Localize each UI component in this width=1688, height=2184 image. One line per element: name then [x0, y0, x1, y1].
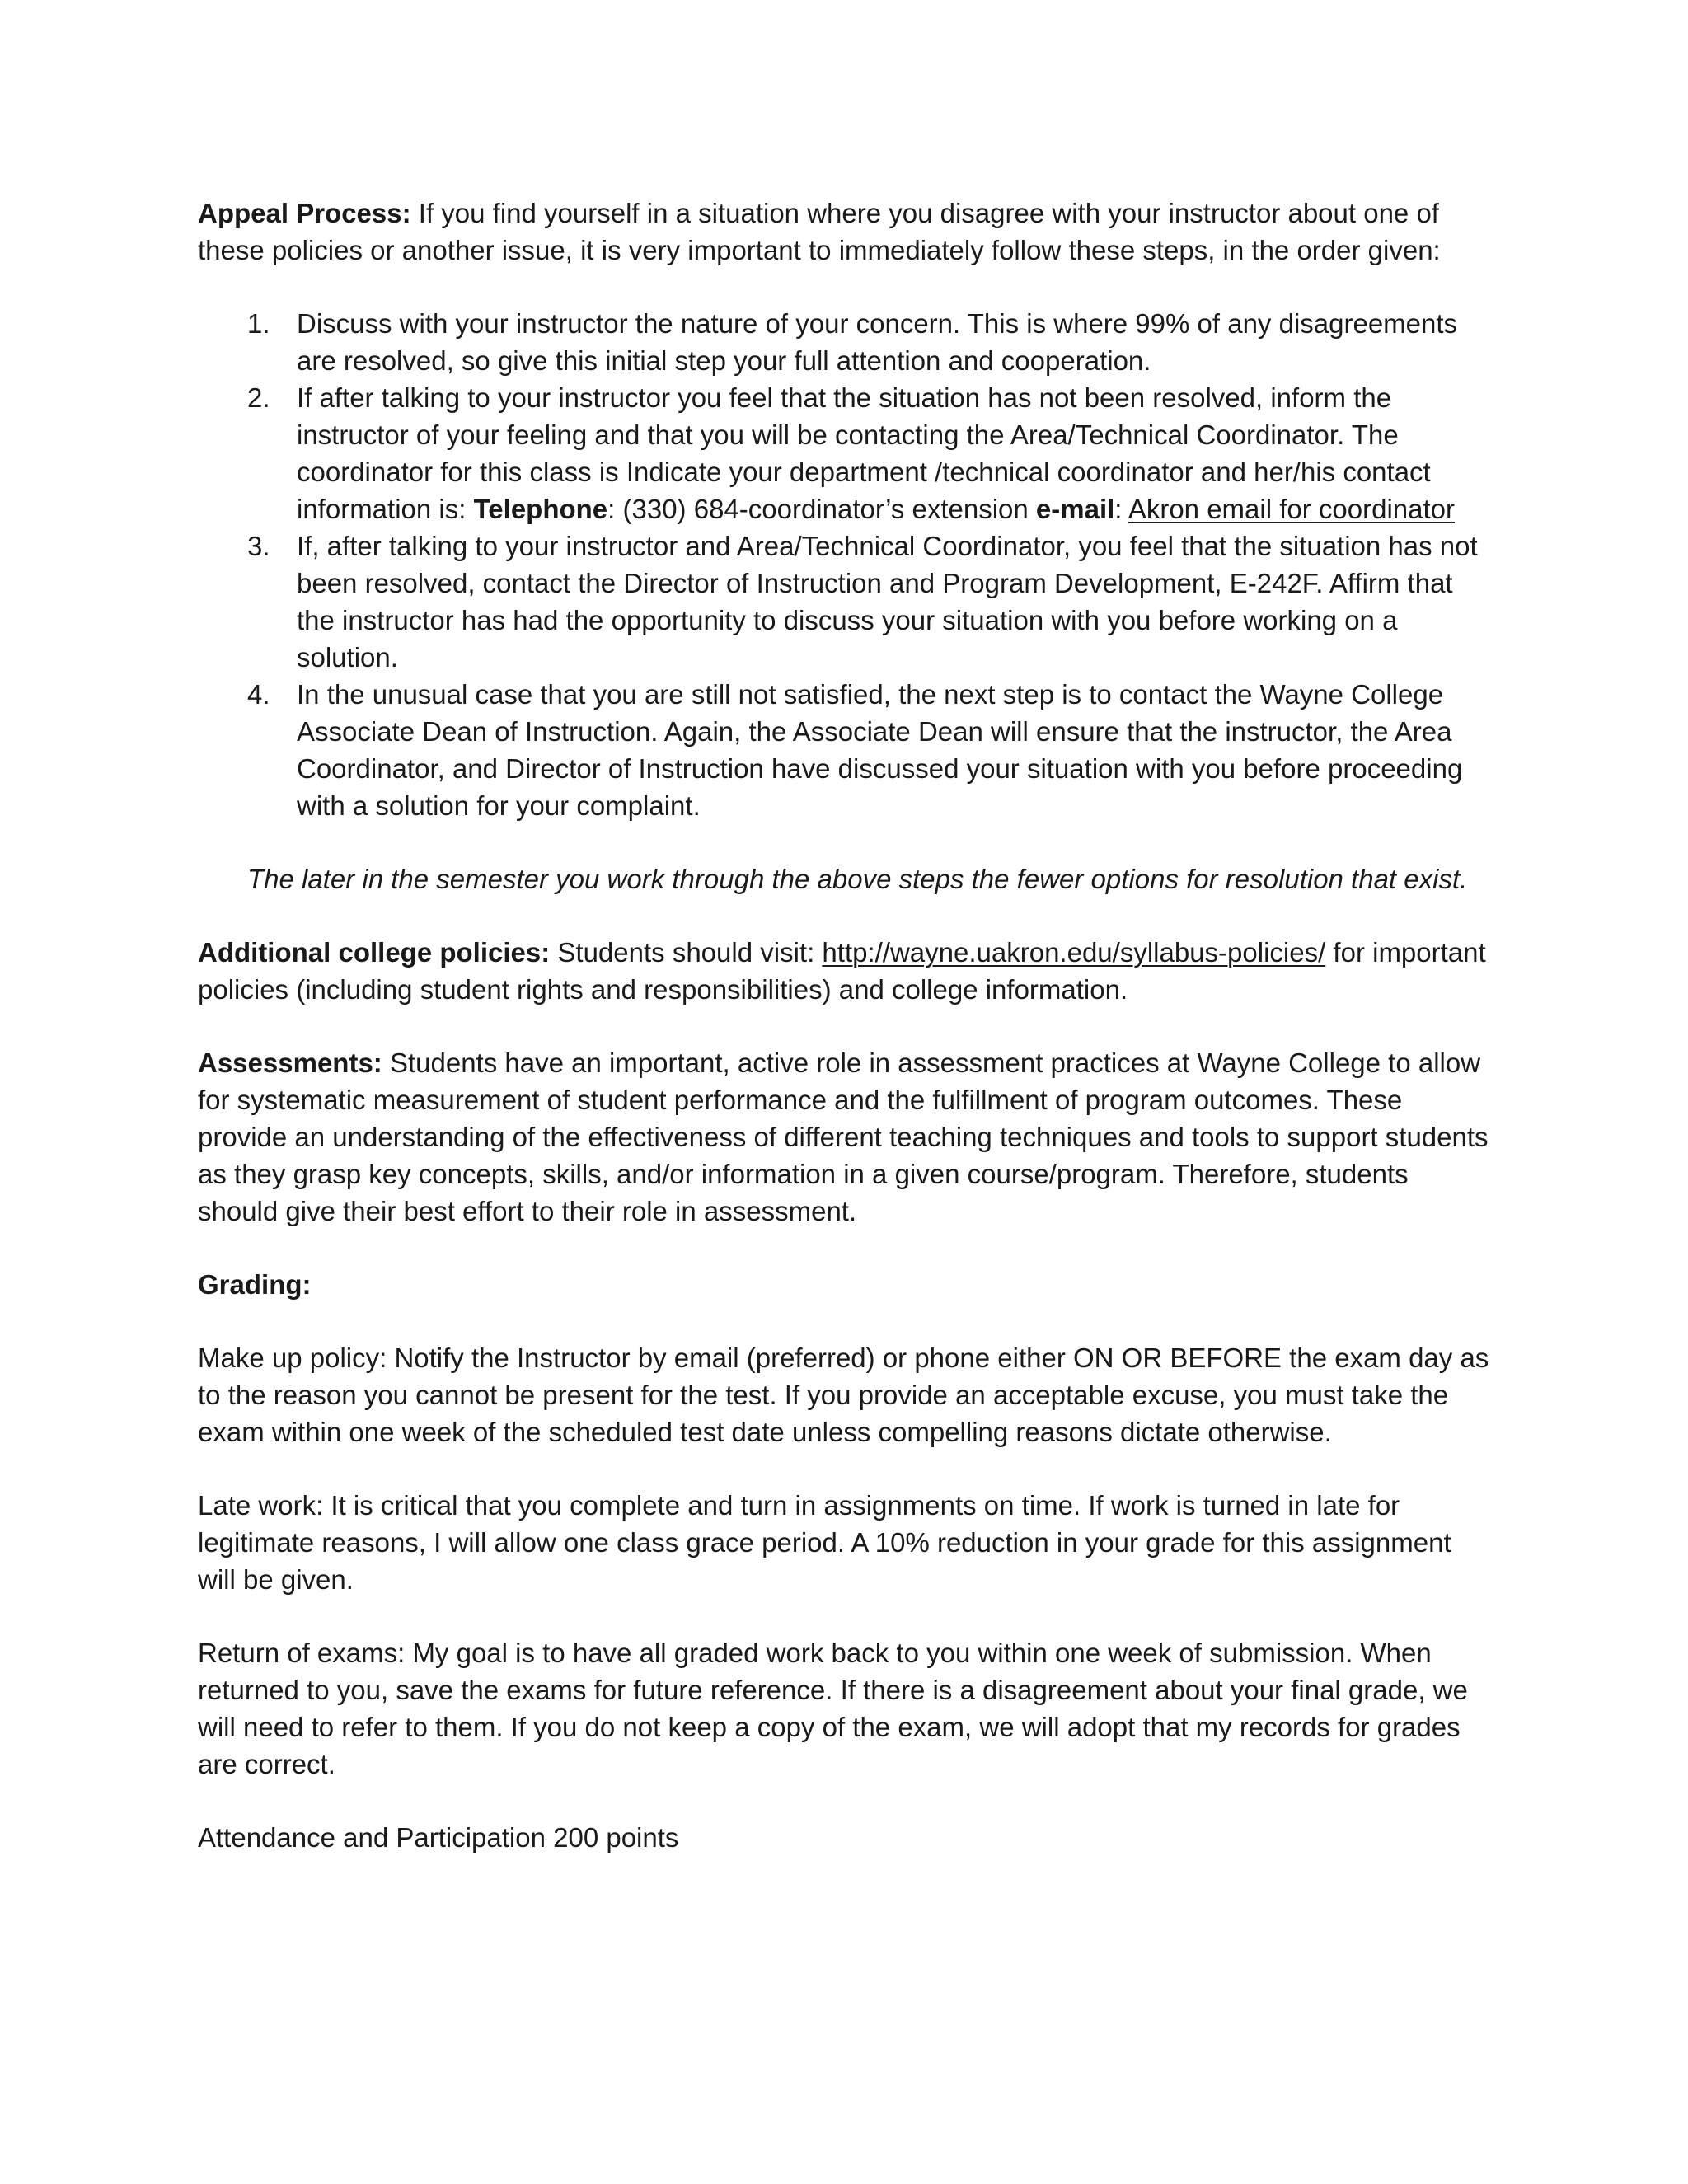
additional-policies-text-after: for important policies (including student rights and responsibilities) and college information. — [198, 937, 1486, 1005]
appeal-steps-list — [198, 305, 1495, 824]
syllabus-policies-link[interactable]: http://wayne.uakron.edu/syllabus-policies/ — [822, 937, 1326, 968]
return-exams-paragraph: Return of exams: My goal is to have all graded work back to you within one week of submission. When returned to you, save the exams for future reference. If there is a disagreement about your final grade, we will need to refer to them. If you do not keep a copy of the exam, we will adopt that my records for grades are correct. — [198, 1638, 1468, 1779]
assessments-paragraph — [198, 1044, 1495, 1230]
step-text: If, after talking to your instructor and Area/Technical Coordinator, you feel that the situation has not been resolved, contact the Director of Instruction and Program Development, E-242F. Affirm that the instructor has had the opportunity to discuss your situation with you before working on a solution. — [297, 531, 1478, 673]
assessments-label: Assessments: — [198, 1047, 382, 1078]
grading-heading — [198, 1266, 1495, 1303]
appeal-process-intro: If you find yourself in a situation where you disagree with your instructor about one of these policies or another issue, it is very important to immediately follow these steps, in the order given: — [198, 198, 1441, 265]
appeal-step-1 — [247, 305, 1495, 379]
telephone-value: : (330) 684-coordinator’s extension — [607, 494, 1036, 524]
assessments-text: Students have an important, active role in assessment practices at Wayne College to allow for systematic measurement of student performance and the fulfillment of program outcomes. These provide an understanding of the effectiveness of different teaching techniques and tools to support students as they grasp key concepts, skills, and/or information in a given course/program. Therefore, students should give their best effort to their role in assessment. — [198, 1047, 1489, 1226]
step-text: Discuss with your instructor the nature of your concern. This is where 99% of any disagreements are resolved, so give this initial step your full attention and cooperation. — [297, 308, 1458, 376]
coordinator-email-link[interactable]: Akron email for coordinator — [1128, 494, 1456, 524]
late-work-paragraph: Late work: It is critical that you complete and turn in assignments on time. If work is turned in late for legitimate reasons, I will allow one class grace period. A 10% reduction in your grade for this assignment will be given. — [198, 1490, 1451, 1595]
appeal-note: The later in the semester you work through the above steps the fewer options for resolution that exist. — [247, 864, 1468, 894]
grading-heading-text: Grading: — [198, 1269, 312, 1300]
appeal-step-4 — [247, 676, 1495, 824]
appeal-step-3 — [247, 527, 1495, 676]
appeal-step-2 — [247, 379, 1495, 527]
step-text: In the unusual case that you are still not satisfied, the next step is to contact the Wayne College Associate Dean of Instruction. Again, the Associate Dean will ensure that the instructor, the Area Coordinator, and Director of Instruction have discussed your situation with you before proceeding with a solution for your complaint. — [297, 679, 1463, 821]
appeal-process-label: Appeal Process: — [198, 198, 411, 228]
additional-policies-text: Students should visit: — [550, 937, 823, 968]
makeup-policy-paragraph: Make up policy: Notify the Instructor by email (preferred) or phone either ON OR BEFORE the exam day as to the reason you cannot be present for the test. If you provide an acceptable excuse, you must take the exam within one week of the scheduled test date unless compelling reasons dictate otherwise. — [198, 1343, 1489, 1447]
step-number: 3. — [247, 531, 270, 561]
additional-policies-label: Additional college policies: — [198, 937, 551, 968]
email-label: e-mail — [1035, 494, 1115, 524]
step-number: 2. — [247, 382, 270, 413]
email-separator: : — [1114, 494, 1128, 524]
step-number: 4. — [247, 679, 270, 710]
additional-policies-paragraph — [198, 934, 1495, 1008]
telephone-label: Telephone — [473, 494, 608, 524]
appeal-process-paragraph — [198, 194, 1495, 269]
attendance-paragraph: Attendance and Participation 200 points — [198, 1822, 679, 1853]
document-page — [198, 194, 1495, 1856]
step-number: 1. — [247, 308, 270, 339]
step-text: If after talking to your instructor you feel that the situation has not been resolved, inform the instructor of your feeling and that you will be contacting the Area/Technical Coordinator. The coordinator for this class is Indicate your department /technical coordinator and her/his contact information is: — [297, 382, 1431, 524]
